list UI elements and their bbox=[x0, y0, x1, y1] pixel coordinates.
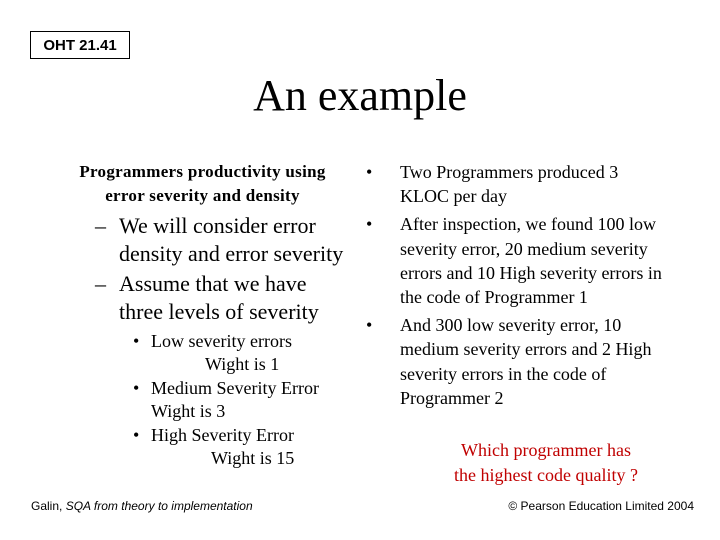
footer-copyright: © Pearson Education Limited 2004 bbox=[508, 499, 694, 513]
right-item-text: After inspection, we found 100 low severity error, 20 medium severity errors and 10 High severity errors in the code of Programmer 1 bbox=[400, 214, 662, 308]
footer-source bbox=[31, 499, 253, 513]
left-heading-line-2: error severity and density bbox=[105, 186, 300, 205]
slide-title: An example bbox=[253, 71, 467, 120]
slide-number-badge: OHT 21.41 bbox=[30, 31, 130, 59]
right-item bbox=[366, 313, 666, 410]
severity-item-low bbox=[133, 330, 363, 376]
right-item bbox=[366, 160, 666, 208]
bullet-marker: • bbox=[133, 378, 140, 398]
severity-name: High Severity Error bbox=[151, 425, 294, 445]
footer-author: Galin, bbox=[31, 499, 66, 513]
question-line-1: Which programmer has bbox=[461, 440, 631, 460]
dash-marker: – bbox=[95, 213, 106, 238]
dash-item bbox=[95, 270, 355, 326]
severity-name: Medium Severity Error bbox=[151, 378, 319, 398]
right-item bbox=[366, 212, 666, 309]
severity-list bbox=[133, 330, 363, 471]
bullet-marker: • bbox=[133, 331, 140, 351]
bullet-marker: • bbox=[133, 425, 140, 445]
dash-marker: – bbox=[95, 271, 106, 296]
right-item-text: And 300 low severity error, 10 medium severity errors and 2 High severity errors in the code of Programmer 2 bbox=[400, 315, 652, 408]
footer-book-title: SQA from theory to implementation bbox=[65, 499, 253, 513]
bullet-marker: • bbox=[366, 315, 373, 336]
question-line-2: the highest code quality ? bbox=[454, 464, 638, 485]
severity-item-high bbox=[133, 424, 363, 470]
left-heading bbox=[55, 160, 350, 208]
right-item-text: Two Programmers produced 3 KLOC per day bbox=[400, 162, 619, 207]
severity-item-medium bbox=[133, 377, 363, 423]
bullet-marker: • bbox=[366, 162, 373, 182]
bullet-marker: • bbox=[366, 214, 373, 235]
left-heading-line-1: Programmers productivity using bbox=[79, 162, 326, 181]
severity-weight: Wight is 1 bbox=[205, 354, 280, 374]
dash-item-text: We will consider error density and error severity bbox=[119, 213, 344, 266]
severity-weight: Wight is 3 bbox=[151, 401, 226, 421]
dash-item-text: Assume that we have three levels of severity bbox=[119, 271, 319, 324]
severity-weight: Wight is 15 bbox=[211, 448, 295, 468]
dash-item bbox=[95, 212, 355, 268]
dash-list bbox=[95, 212, 355, 328]
question-text bbox=[436, 438, 656, 487]
right-bullet-list bbox=[366, 160, 666, 414]
severity-name: Low severity errors bbox=[151, 331, 292, 351]
